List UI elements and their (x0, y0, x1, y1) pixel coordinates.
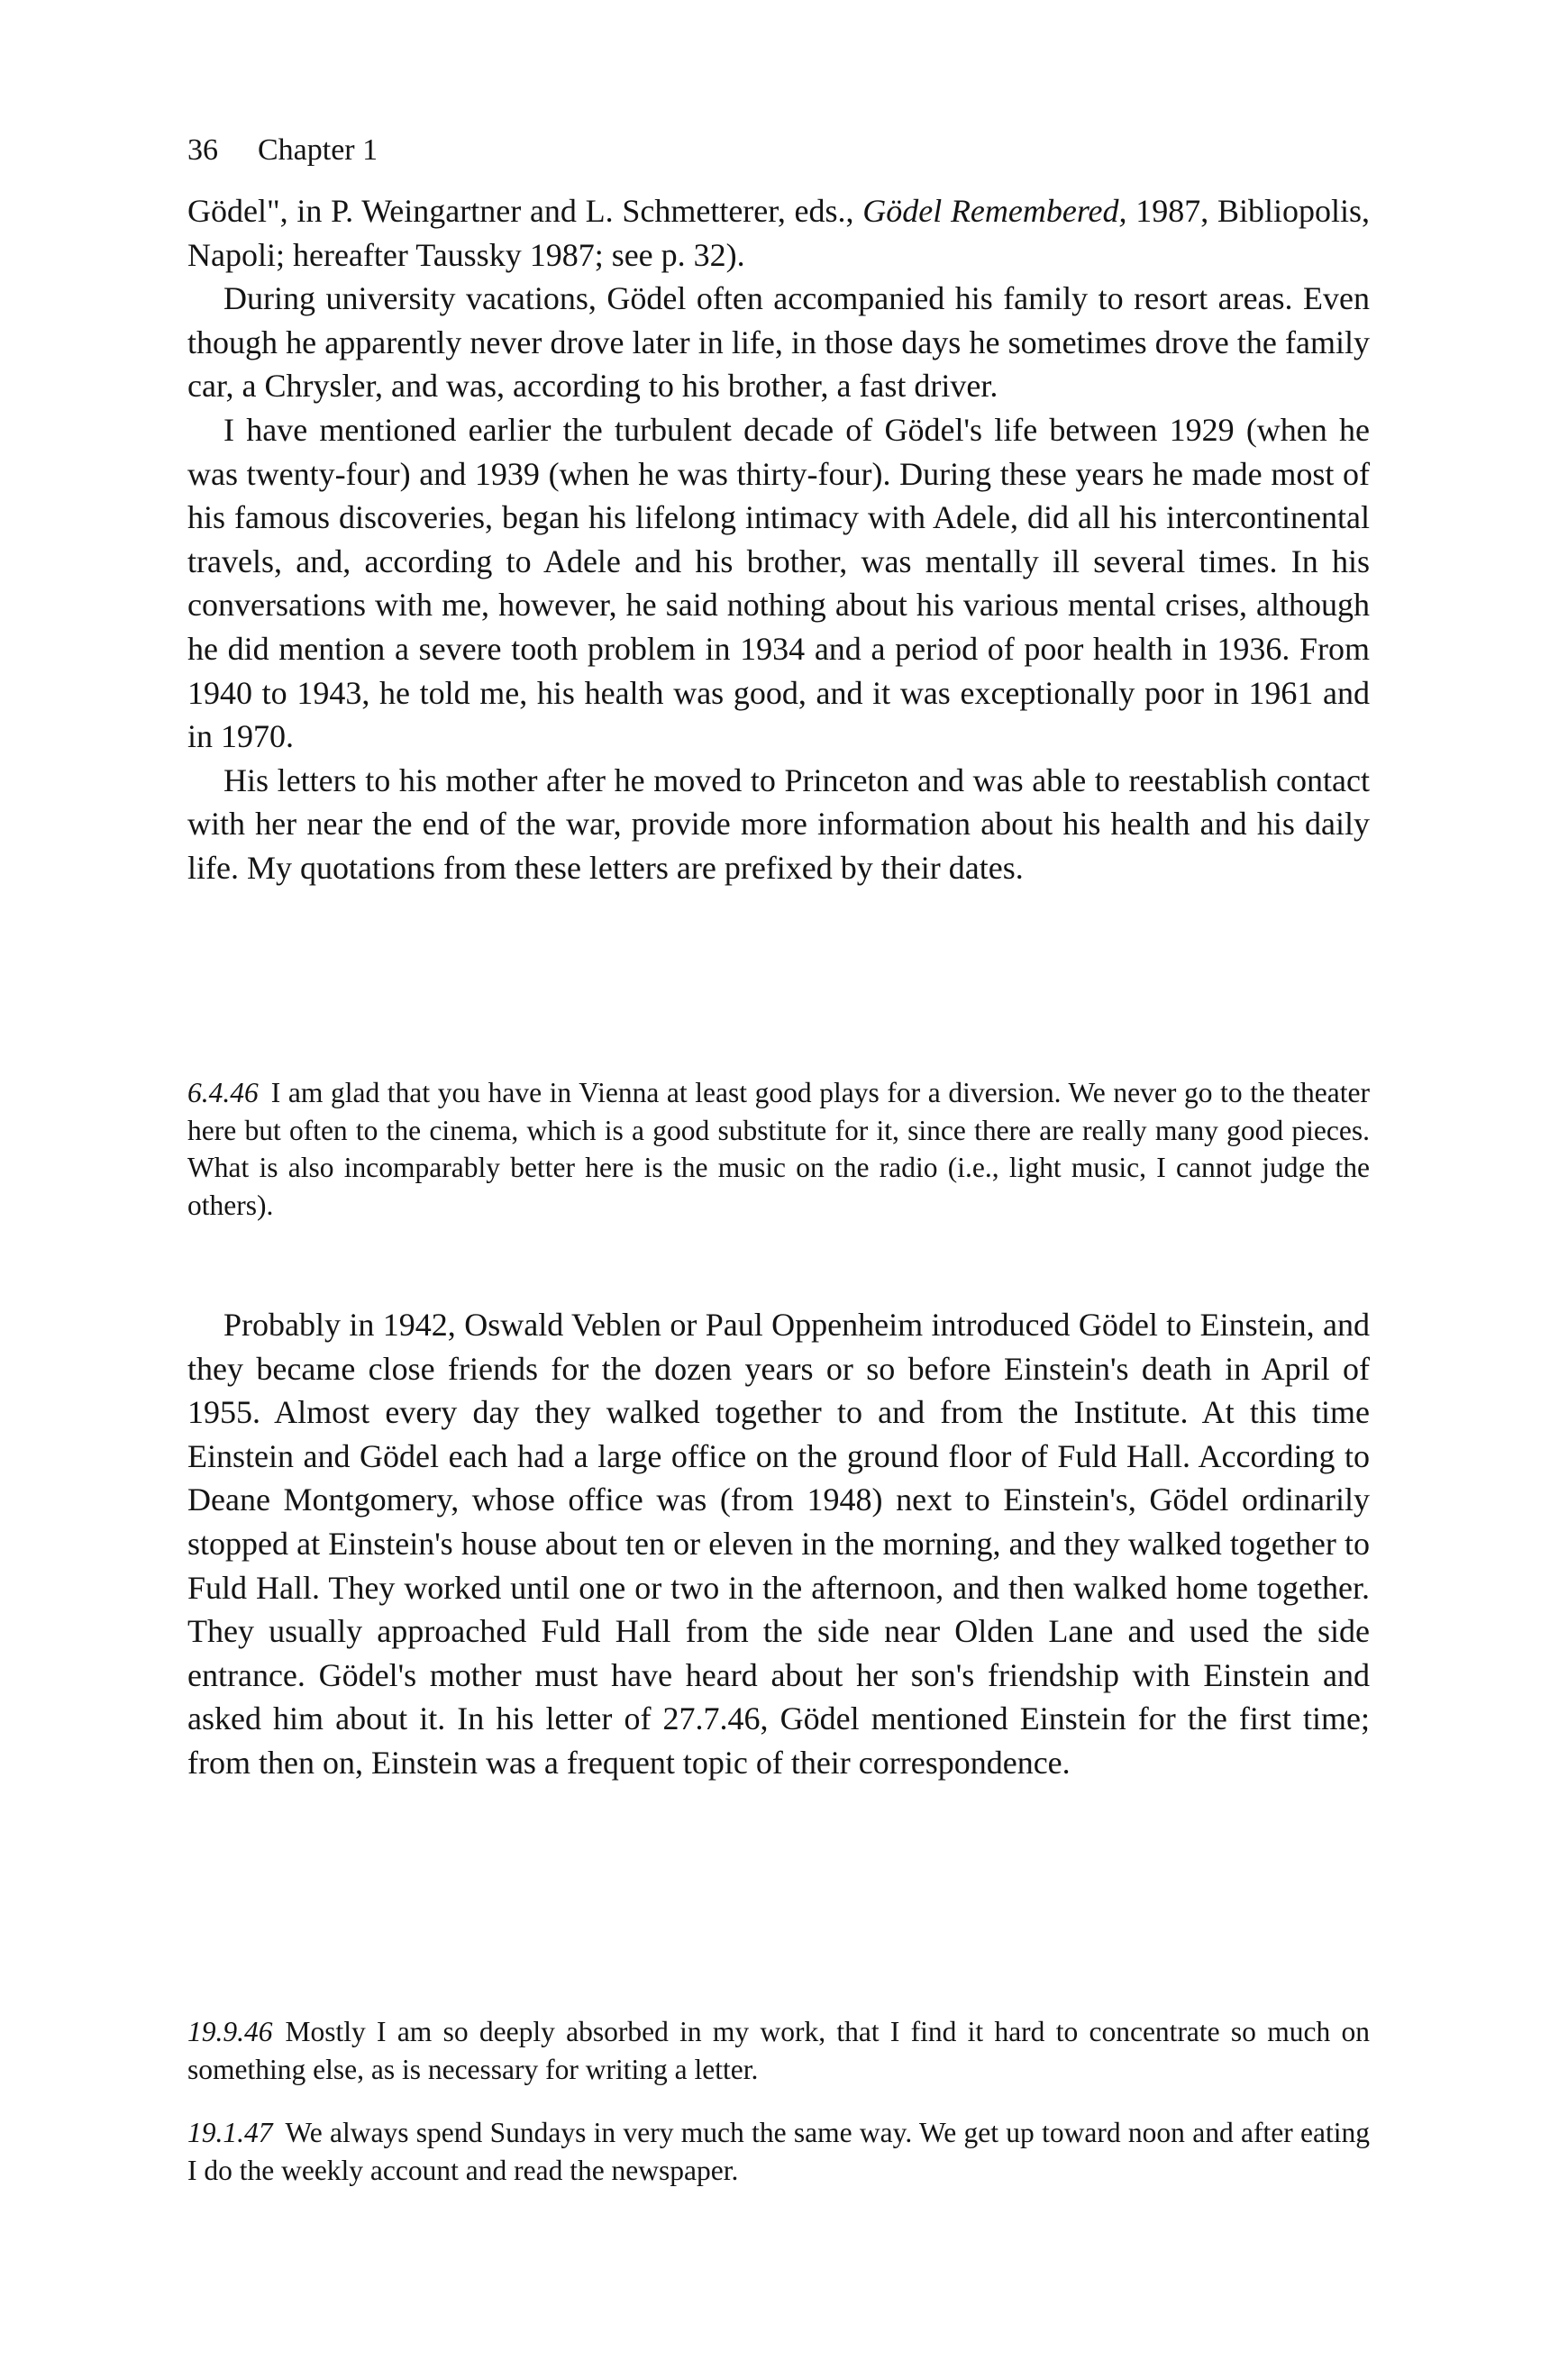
letter-text: Mostly I am so deeply absorbed in my work, that I find it hard to concentrate so much on something else, as is necessary for writing a letter. (187, 2016, 1370, 2085)
continuation-text: Gödel", in P. Weingartner and L. Schmetterer, eds., (187, 193, 863, 229)
letter-quote (187, 2013, 1370, 2088)
letter-text: I am glad that you have in Vienna at least good plays for a diversion. We never go to the theater here but often to the cinema, which is a good substitute for it, since there are really many good pieces. What is also incomparably better here is the music on the radio (i.e., light music, I cannot judge the others). (187, 1077, 1370, 1221)
chapter-label: Chapter 1 (258, 133, 378, 167)
footnote-continuation (187, 189, 1370, 277)
paragraph-einstein-friendship: Probably in 1942, Oswald Veblen or Paul Oppenheim introduced Gödel to Einstein, and they became close friends for the dozen years or so before Einstein's death in April of 1955. Almost every day they walked together to and from the Institute. At this time Einstein and Gödel each had a large office on the ground floor of Fuld Hall. According to Deane Montgomery, whose office was (from 1948) next to Einstein's, Gödel ordinarily stopped at Einstein's house about ten or eleven in the morning, and they walked together to Fuld Hall. They worked until one or two in the afternoon, and then walked home together. They usually approached Fuld Hall from the side near Olden Lane and used the side entrance. Gödel's mother must have heard about her son's friendship with Einstein and asked him about it. In his letter of 27.7.46, Gödel mentioned Einstein for the first time; from then on, Einstein was a frequent topic of their correspondence. (187, 1307, 1370, 1781)
letter-quote (187, 2114, 1370, 2189)
page-number: 36 (187, 133, 218, 167)
letter-quote (187, 1074, 1370, 1224)
letter-date: 6.4.46 (187, 1077, 259, 1108)
letter-date: 19.1.47 (187, 2117, 273, 2148)
text-block-2 (187, 1303, 1370, 1785)
letter-text: We always spend Sundays in very much the same way. We get up toward noon and after eating I do the weekly account and read the newspaper. (187, 2117, 1370, 2186)
continuation-end: 1987, Bibliopolis, Napoli; hereafter Taussky 1987; see p. 32). (187, 193, 1370, 273)
running-head (187, 135, 378, 166)
paragraph-turbulent-decade: I have mentioned earlier the turbulent decade of Gödel's life between 1929 (when he was twenty-four) and 1939 (when he was thirty-four). During these years he made most of his famous discoveries, began his lifelong intimacy with Adele, did all his intercontinental travels, and, according to Adele and his brother, was mentally ill several times. In his conversations with me, however, he said nothing about his various mental crises, although he did mention a severe tooth problem in 1934 and a period of poor health in 1936. From 1940 to 1943, he told me, his health was good, and it was exceptionally poor in 1961 and in 1970. (187, 411, 1370, 755)
paragraph-vacations: During university vacations, Gödel often accompanied his family to resort areas. Even though he apparently never drove later in life, in those days he sometimes drove the family car, a Chrysler, and was, according to his brother, a fast driver. (187, 280, 1370, 405)
text-block-1 (187, 189, 1370, 890)
book-title: Gödel Remembered, (862, 193, 1127, 229)
letter-date: 19.9.46 (187, 2016, 273, 2047)
letter-excerpt (187, 1074, 1370, 1224)
paragraph-letters-to-mother: His letters to his mother after he moved to Princeton and was able to reestablish contact with her near the end of the war, provide more information about his health and his daily life. My quotations from these letters are prefixed by their dates. (187, 761, 1370, 886)
letter-excerpt (187, 2013, 1370, 2088)
letter-excerpt (187, 2114, 1370, 2189)
